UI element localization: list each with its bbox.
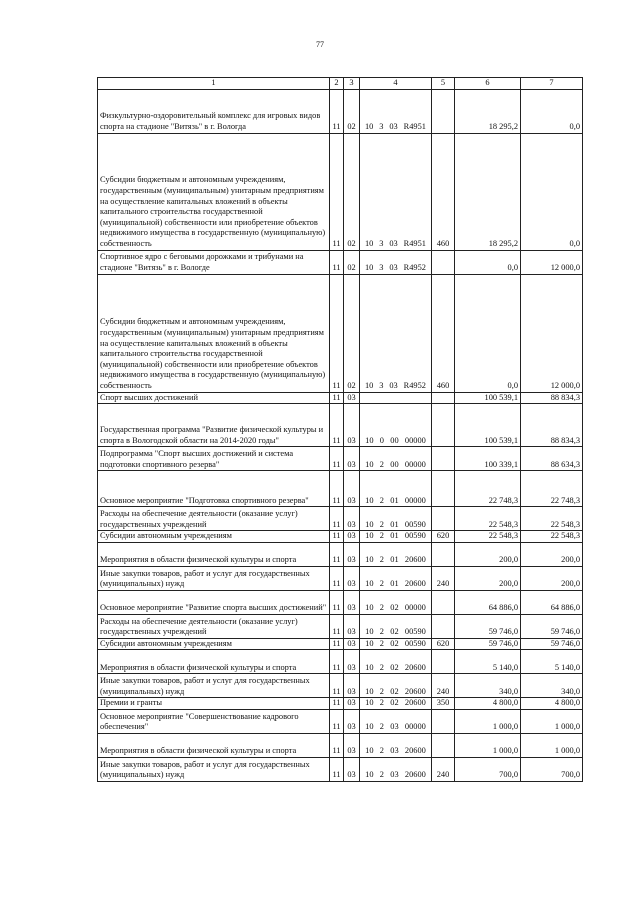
row-name-cell: Основное мероприятие "Подготовка спортивного резерва" [98, 471, 330, 507]
amount-year-2-cell: 12 000,0 [521, 250, 583, 274]
target-article-cell [360, 757, 432, 781]
amount-year-1-cell: 4 800,0 [455, 698, 521, 710]
amount-year-2-cell: 0,0 [521, 133, 583, 250]
amount-year-2-cell: 64 886,0 [521, 590, 583, 614]
subsection-code-cell: 03 [344, 542, 360, 566]
subsection-code-cell: 03 [344, 614, 360, 638]
subsection-code-cell: 03 [344, 404, 360, 447]
table-header-row [98, 78, 583, 90]
target-article-part: 10 [365, 531, 374, 541]
target-article-part: 00000 [404, 435, 426, 445]
target-article-part: 20600 [404, 746, 426, 756]
target-article-cell [360, 392, 432, 404]
target-article-part: 01 [390, 579, 399, 589]
target-article-part: 10 [365, 459, 374, 469]
target-article-codes [362, 770, 429, 781]
target-article-codes [362, 698, 429, 709]
subsection-code-cell: 02 [344, 274, 360, 392]
target-article-part: 10 [364, 381, 374, 390]
amount-year-1-cell: 18 295,2 [455, 89, 521, 133]
amount-year-1-cell: 5 140,0 [455, 650, 521, 674]
section-code-cell: 11 [330, 542, 344, 566]
table-row [98, 709, 583, 733]
section-code-cell: 11 [330, 698, 344, 710]
expense-type-cell [432, 733, 455, 757]
row-name-cell: Иные закупки товаров, работ и услуг для государственных (муниципальных) нужд [98, 757, 330, 781]
subsection-code-cell: 03 [344, 507, 360, 531]
table-row [98, 757, 583, 781]
row-name-cell: Государственная программа "Развитие физической культуры и спорта в Вологодской области на 2014-2020 годы" [98, 404, 330, 447]
expense-type-cell [432, 89, 455, 133]
amount-year-2-cell: 1 000,0 [521, 733, 583, 757]
expense-type-cell [432, 250, 455, 274]
target-article-part: 3 [379, 381, 384, 390]
expense-type-cell: 460 [432, 133, 455, 250]
amount-year-1-cell: 59 746,0 [455, 638, 521, 650]
target-article-cell [360, 507, 432, 531]
target-article-part: 20600 [404, 770, 426, 780]
table-row [98, 531, 583, 543]
target-article-part: 10 [365, 698, 374, 708]
amount-year-1-cell: 0,0 [455, 274, 521, 392]
row-name-cell: Субсидии автономным учреждениям [98, 531, 330, 543]
target-article-part: 3 [379, 122, 384, 131]
target-article-codes [362, 639, 429, 650]
target-article-codes [362, 746, 429, 757]
table-row [98, 698, 583, 710]
header-col-6: 6 [455, 78, 521, 90]
target-article-part: 10 [365, 746, 374, 756]
section-code-cell: 11 [330, 392, 344, 404]
target-article-part: 2 [379, 495, 384, 505]
target-article-part: 2 [379, 555, 384, 565]
budget-table-body [98, 78, 583, 782]
target-article-cell [360, 133, 432, 250]
target-article-codes [362, 122, 429, 133]
target-article-codes [362, 555, 429, 566]
row-name-cell: Спорт высших достижений [98, 392, 330, 404]
row-name-cell: Мероприятия в области физической культуры и спорта [98, 650, 330, 674]
amount-year-1-cell: 340,0 [455, 674, 521, 698]
target-article-part: 00590 [404, 638, 426, 648]
row-name-cell: Расходы на обеспечение деятельности (оказание услуг) государственных учреждений [98, 507, 330, 531]
target-article-part: 10 [365, 627, 374, 637]
target-article-part: 00590 [404, 519, 426, 529]
table-row [98, 250, 583, 274]
amount-year-2-cell: 5 140,0 [521, 650, 583, 674]
target-article-part: 02 [390, 627, 399, 637]
table-row [98, 507, 583, 531]
target-article-part: 2 [379, 519, 384, 529]
target-article-part: 10 [365, 603, 374, 613]
target-article-part: 01 [390, 555, 399, 565]
subsection-code-cell: 03 [344, 471, 360, 507]
header-col-7: 7 [521, 78, 583, 90]
target-article-cell [360, 709, 432, 733]
section-code-cell: 11 [330, 274, 344, 392]
amount-year-2-cell: 22 548,3 [521, 507, 583, 531]
amount-year-1-cell: 100 339,1 [455, 447, 521, 471]
section-code-cell: 11 [330, 507, 344, 531]
amount-year-2-cell: 22 548,3 [521, 531, 583, 543]
target-article-part: 2 [379, 698, 384, 708]
target-article-part: 02 [390, 662, 399, 672]
section-code-cell: 11 [330, 447, 344, 471]
target-article-part: 2 [379, 579, 384, 589]
table-row [98, 89, 583, 133]
section-code-cell: 11 [330, 531, 344, 543]
amount-year-1-cell: 0,0 [455, 250, 521, 274]
target-article-codes [362, 627, 429, 638]
amount-year-2-cell: 88 834,3 [521, 392, 583, 404]
section-code-cell: 11 [330, 566, 344, 590]
section-code-cell: 11 [330, 733, 344, 757]
row-name-cell: Иные закупки товаров, работ и услуг для государственных (муниципальных) нужд [98, 566, 330, 590]
target-article-part: R4952 [403, 263, 426, 272]
target-article-cell [360, 733, 432, 757]
target-article-codes [362, 520, 429, 531]
target-article-cell [360, 542, 432, 566]
amount-year-2-cell: 700,0 [521, 757, 583, 781]
amount-year-2-cell: 59 746,0 [521, 638, 583, 650]
section-code-cell: 11 [330, 709, 344, 733]
row-name-cell: Субсидии бюджетным и автономным учреждениям, государственным (муниципальным) унитарным предприятиям на осуществление капитальных вложений в объекты капитального строительства государственной (муниципальной) собственности или приобретение объектов недвижимого имущества в государственную (муниципальную) собственность [98, 133, 330, 250]
table-row [98, 590, 583, 614]
page-number: 77 [316, 40, 324, 49]
target-article-part: 02 [390, 698, 399, 708]
expense-type-cell [432, 404, 455, 447]
table-row [98, 674, 583, 698]
target-article-cell [360, 404, 432, 447]
target-article-cell [360, 614, 432, 638]
target-article-part: 20600 [404, 579, 426, 589]
section-code-cell: 11 [330, 638, 344, 650]
target-article-part: 20600 [404, 686, 426, 696]
subsection-code-cell: 03 [344, 531, 360, 543]
amount-year-1-cell: 18 295,2 [455, 133, 521, 250]
subsection-code-cell: 03 [344, 566, 360, 590]
target-article-part: 10 [365, 722, 374, 732]
target-article-part: 3 [379, 263, 384, 272]
target-article-part: 2 [379, 662, 384, 672]
amount-year-2-cell: 0,0 [521, 89, 583, 133]
section-code-cell: 11 [330, 404, 344, 447]
expense-type-cell [432, 471, 455, 507]
table-row [98, 274, 583, 392]
amount-year-2-cell: 4 800,0 [521, 698, 583, 710]
budget-table [97, 77, 583, 782]
target-article-part: 20600 [404, 698, 426, 708]
target-article-part: 01 [390, 531, 399, 541]
section-code-cell: 11 [330, 674, 344, 698]
amount-year-2-cell: 340,0 [521, 674, 583, 698]
target-article-part: 2 [379, 746, 384, 756]
row-name-cell: Субсидии автономным учреждениям [98, 638, 330, 650]
target-article-part: 2 [379, 627, 384, 637]
row-name-cell: Физкультурно-оздоровительный комплекс для игровых видов спорта на стадионе "Витязь" в г. Вологда [98, 89, 330, 133]
target-article-part: 0 [379, 435, 384, 445]
target-article-part: 03 [389, 239, 398, 248]
target-article-cell [360, 674, 432, 698]
target-article-part: R4951 [403, 239, 426, 248]
target-article-part: 03 [389, 381, 398, 390]
amount-year-1-cell: 100 539,1 [455, 404, 521, 447]
target-article-part: 00000 [404, 722, 426, 732]
target-article-part: 10 [365, 495, 374, 505]
header-col-4: 4 [360, 78, 432, 90]
amount-year-2-cell: 88 834,3 [521, 404, 583, 447]
header-col-1: 1 [98, 78, 330, 90]
target-article-part: 00590 [404, 531, 426, 541]
amount-year-1-cell: 22 748,3 [455, 471, 521, 507]
subsection-code-cell: 03 [344, 590, 360, 614]
subsection-code-cell: 02 [344, 89, 360, 133]
expense-type-cell: 460 [432, 274, 455, 392]
target-article-codes [362, 436, 429, 447]
subsection-code-cell: 03 [344, 709, 360, 733]
subsection-code-cell: 03 [344, 674, 360, 698]
subsection-code-cell: 03 [344, 392, 360, 404]
target-article-part: 00 [390, 459, 399, 469]
target-article-part: 00590 [404, 627, 426, 637]
target-article-cell [360, 89, 432, 133]
target-article-codes [362, 722, 429, 733]
section-code-cell: 11 [330, 590, 344, 614]
target-article-cell [360, 566, 432, 590]
row-name-cell: Расходы на обеспечение деятельности (оказание услуг) государственных учреждений [98, 614, 330, 638]
target-article-codes [362, 239, 429, 250]
row-name-cell: Премии и гранты [98, 698, 330, 710]
expense-type-cell: 620 [432, 638, 455, 650]
subsection-code-cell: 02 [344, 133, 360, 250]
row-name-cell: Субсидии бюджетным и автономным учреждениям, государственным (муниципальным) унитарным предприятиям на осуществление капитальных вложений в объекты капитального строительства государственной (муниципальной) собственности или приобретение объектов недвижимого имущества в государственную (муниципальную) собственность [98, 274, 330, 392]
target-article-part: 00000 [404, 459, 426, 469]
expense-type-cell [432, 392, 455, 404]
target-article-codes [362, 603, 429, 614]
target-article-cell [360, 531, 432, 543]
amount-year-2-cell: 59 746,0 [521, 614, 583, 638]
target-article-part: 00000 [404, 603, 426, 613]
table-row [98, 133, 583, 250]
table-row [98, 447, 583, 471]
table-row [98, 566, 583, 590]
amount-year-2-cell: 200,0 [521, 542, 583, 566]
target-article-part: 2 [379, 770, 384, 780]
amount-year-1-cell: 59 746,0 [455, 614, 521, 638]
amount-year-1-cell: 64 886,0 [455, 590, 521, 614]
target-article-part: R4952 [403, 381, 426, 390]
amount-year-1-cell: 1 000,0 [455, 733, 521, 757]
amount-year-1-cell: 1 000,0 [455, 709, 521, 733]
table-row [98, 638, 583, 650]
target-article-cell [360, 698, 432, 710]
target-article-part: 03 [389, 122, 398, 131]
target-article-codes [362, 663, 429, 674]
expense-type-cell: 350 [432, 698, 455, 710]
target-article-part: 20600 [404, 555, 426, 565]
row-name-cell: Спортивное ядро с беговыми дорожками и трибунами на стадионе "Витязь" в г. Вологде [98, 250, 330, 274]
table-row [98, 471, 583, 507]
amount-year-2-cell: 1 000,0 [521, 709, 583, 733]
section-code-cell: 11 [330, 89, 344, 133]
row-name-cell: Иные закупки товаров, работ и услуг для государственных (муниципальных) нужд [98, 674, 330, 698]
target-article-part: 20600 [404, 662, 426, 672]
table-row [98, 614, 583, 638]
target-article-part: 02 [390, 638, 399, 648]
target-article-cell [360, 447, 432, 471]
expense-type-cell [432, 709, 455, 733]
table-row [98, 733, 583, 757]
target-article-part: 00000 [404, 495, 426, 505]
target-article-cell [360, 590, 432, 614]
amount-year-1-cell: 200,0 [455, 566, 521, 590]
table-row [98, 542, 583, 566]
amount-year-2-cell: 22 748,3 [521, 471, 583, 507]
target-article-part: 02 [390, 603, 399, 613]
header-col-5: 5 [432, 78, 455, 90]
section-code-cell: 11 [330, 471, 344, 507]
target-article-part: 03 [389, 263, 398, 272]
amount-year-1-cell: 100 539,1 [455, 392, 521, 404]
subsection-code-cell: 02 [344, 250, 360, 274]
target-article-codes [362, 687, 429, 698]
target-article-part: 02 [390, 686, 399, 696]
subsection-code-cell: 03 [344, 447, 360, 471]
subsection-code-cell: 03 [344, 698, 360, 710]
expense-type-cell [432, 650, 455, 674]
target-article-cell [360, 471, 432, 507]
target-article-codes [362, 460, 429, 471]
amount-year-1-cell: 700,0 [455, 757, 521, 781]
expense-type-cell: 240 [432, 566, 455, 590]
target-article-codes [362, 381, 429, 392]
target-article-codes [362, 496, 429, 507]
header-col-2: 2 [330, 78, 344, 90]
expense-type-cell: 620 [432, 531, 455, 543]
target-article-part: 01 [390, 519, 399, 529]
target-article-part: 3 [379, 239, 384, 248]
expense-type-cell [432, 542, 455, 566]
target-article-part: 10 [364, 122, 374, 131]
expense-type-cell: 240 [432, 757, 455, 781]
section-code-cell: 11 [330, 650, 344, 674]
expense-type-cell [432, 590, 455, 614]
amount-year-2-cell: 200,0 [521, 566, 583, 590]
target-article-part: 03 [390, 722, 399, 732]
target-article-cell [360, 250, 432, 274]
header-col-3: 3 [344, 78, 360, 90]
target-article-part: 00 [390, 435, 399, 445]
target-article-part: 10 [365, 435, 374, 445]
target-article-cell [360, 638, 432, 650]
amount-year-1-cell: 22 548,3 [455, 531, 521, 543]
target-article-part: 10 [365, 555, 374, 565]
target-article-part: 2 [379, 531, 384, 541]
target-article-part: 10 [365, 579, 374, 589]
amount-year-1-cell: 22 548,3 [455, 507, 521, 531]
amount-year-1-cell: 200,0 [455, 542, 521, 566]
target-article-part: 10 [365, 638, 374, 648]
table-row [98, 392, 583, 404]
target-article-part: 10 [364, 263, 374, 272]
target-article-part: 01 [390, 495, 399, 505]
section-code-cell: 11 [330, 250, 344, 274]
target-article-cell [360, 274, 432, 392]
subsection-code-cell: 03 [344, 638, 360, 650]
target-article-part: 10 [364, 239, 374, 248]
expense-type-cell: 240 [432, 674, 455, 698]
subsection-code-cell: 03 [344, 650, 360, 674]
target-article-part: R4951 [403, 122, 426, 131]
target-article-codes [362, 263, 429, 274]
section-code-cell: 11 [330, 133, 344, 250]
target-article-codes [362, 579, 429, 590]
subsection-code-cell: 03 [344, 757, 360, 781]
expense-type-cell [432, 614, 455, 638]
target-article-part: 10 [365, 519, 374, 529]
row-name-cell: Мероприятия в области физической культуры и спорта [98, 542, 330, 566]
target-article-part: 03 [390, 770, 399, 780]
table-row [98, 650, 583, 674]
row-name-cell: Основное мероприятие "Совершенствование кадрового обеспечения" [98, 709, 330, 733]
target-article-part: 2 [379, 459, 384, 469]
target-article-part: 2 [379, 686, 384, 696]
target-article-part: 2 [379, 603, 384, 613]
amount-year-2-cell: 12 000,0 [521, 274, 583, 392]
target-article-cell [360, 650, 432, 674]
row-name-cell: Мероприятия в области физической культуры и спорта [98, 733, 330, 757]
target-article-part: 10 [365, 662, 374, 672]
target-article-part: 2 [379, 722, 384, 732]
target-article-codes [362, 531, 429, 542]
target-article-part: 10 [365, 686, 374, 696]
section-code-cell: 11 [330, 614, 344, 638]
target-article-part: 10 [365, 770, 374, 780]
table-row [98, 404, 583, 447]
amount-year-2-cell: 88 634,3 [521, 447, 583, 471]
row-name-cell: Основное мероприятие "Развитие спорта высших достижений" [98, 590, 330, 614]
target-article-part: 2 [379, 638, 384, 648]
section-code-cell: 11 [330, 757, 344, 781]
expense-type-cell [432, 447, 455, 471]
row-name-cell: Подпрограмма "Спорт высших достижений и система подготовки спортивного резерва" [98, 447, 330, 471]
target-article-part: 03 [390, 746, 399, 756]
subsection-code-cell: 03 [344, 733, 360, 757]
expense-type-cell [432, 507, 455, 531]
